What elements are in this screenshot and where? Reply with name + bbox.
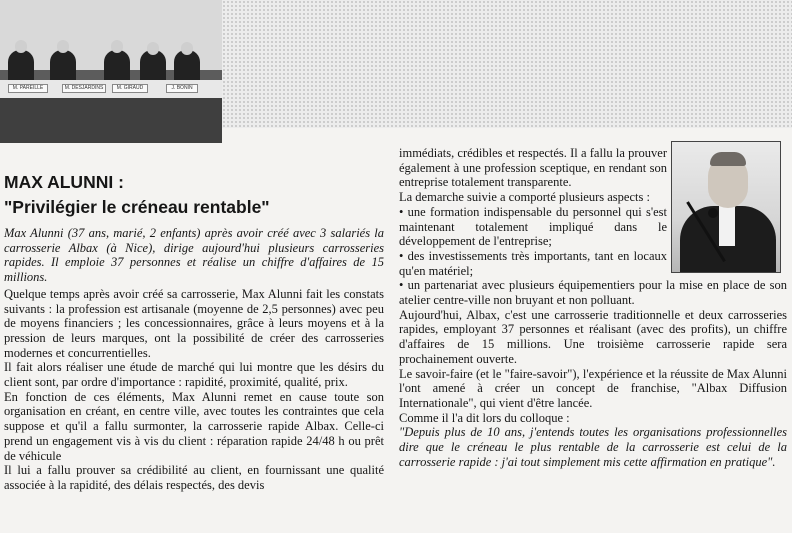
panelist-head xyxy=(15,40,27,53)
panelist-figure xyxy=(8,50,34,84)
panelist-figure xyxy=(174,50,200,84)
conference-panel-photo xyxy=(0,0,222,143)
panelist-head xyxy=(111,40,123,53)
article-title-quote: "Privilégier le créneau rentable" xyxy=(4,197,270,217)
panelist-figure xyxy=(140,50,166,84)
text-beside-portrait xyxy=(399,146,667,278)
article-title-name: MAX ALUNNI : xyxy=(4,172,124,192)
article-right-column xyxy=(399,146,787,469)
panelist-figure xyxy=(104,50,130,84)
list-item: • une formation indispensable du personnel qui s'est maintenant totalement impliqué dans le développement de l'entreprise; xyxy=(399,204,667,249)
paragraph: Aujourd'hui, Albax, c'est une carrosserie traditionnelle et deux carrosseries rapides, employant 37 personnes et réalisant (avec des profits), un chiffre d'affaires de 15 millions. Une troisième carrosserie rapide sera prochainement ouverte. xyxy=(399,307,787,366)
panelist-figure xyxy=(50,50,76,84)
paragraph: immédiats, crédibles et respectés. Il a fallu la prouver également à une profession sceptique, en rendant son entreprise totalement transparente. xyxy=(399,146,667,190)
halftone-background xyxy=(222,0,792,128)
list-item: • un partenariat avec plusieurs équipementiers pour la mise en place de son atelier centre-ville non bruyant et non polluant. xyxy=(399,278,787,308)
panelist-head xyxy=(181,42,193,55)
table-front xyxy=(0,98,222,143)
article-left-column xyxy=(4,170,384,493)
name-card: J. BONIN xyxy=(166,84,198,93)
paragraph: Il lui a fallu prouver sa crédibilité au client, en fournissant une qualité associée à la rapidité, des délais respectés, des devis xyxy=(4,463,384,492)
list-item: • des investissements très importants, tant en locaux qu'en matériel; xyxy=(399,248,667,278)
panelist-head xyxy=(147,42,159,55)
name-card: M. PAREILLE xyxy=(8,84,48,93)
paragraph: Comme il l'a dit lors du colloque : xyxy=(399,410,570,425)
paragraph: Quelque temps après avoir créé sa carrosserie, Max Alunni fait les constats suivants : la profession est artisanale (moyenne de 2,5 personnes) avec peu de moyens financiers ; les concessionnaires, grâce à leurs moyens et à la pression de leurs marques, ont la possibilité de créer des carrosseries modernes et concurrentielles. xyxy=(4,286,384,360)
closing-quote: "Depuis plus de 10 ans, j'entends toutes les organisations professionnelles dire que le créneau le plus rentable de la carrosserie est celui de la carrosserie rapide : j'ai tout simplement mis cette affirmation en pratique". xyxy=(399,425,787,469)
paragraph: La demarche suivie a comporté plusieurs aspects : xyxy=(399,190,650,205)
name-card: M. DESJARDINS xyxy=(62,84,106,93)
paragraph: En fonction de ces éléments, Max Alunni remet en cause toute son organisation en créant, en centre ville, avec toutes les contraintes que cela suppose et qu'il a fallu surmonter, la carrosserie rapide Albax. Celle-ci prend un engagement vis à vis du client : réparation rapide 24/48 h ou prêt de véhicule xyxy=(4,389,384,463)
panelist-head xyxy=(57,40,69,53)
paragraph: Il fait alors réaliser une étude de marché qui lui montre que les désirs du client sont, par ordre d'importance : rapidité, proximité, qualité, prix. xyxy=(4,360,384,390)
name-card: M. GIRAUD xyxy=(112,84,148,93)
article-intro: Max Alunni (37 ans, marié, 2 enfants) après avoir créé avec 3 salariés la carrosserie Albax (à Nice), dirige aujourd'hui plusieurs carrosseries rapides. Il emploie 37 personnes et réalise un chiffre d'affaires de 15 millions. xyxy=(4,226,384,285)
paragraph: Le savoir-faire (et le "faire-savoir"), l'expérience et la réussite de Max Alunni l'ont amené à créer un concept de franchise, "Albax Diffusion Internationale", qui vient d'être lancée. xyxy=(399,366,787,410)
